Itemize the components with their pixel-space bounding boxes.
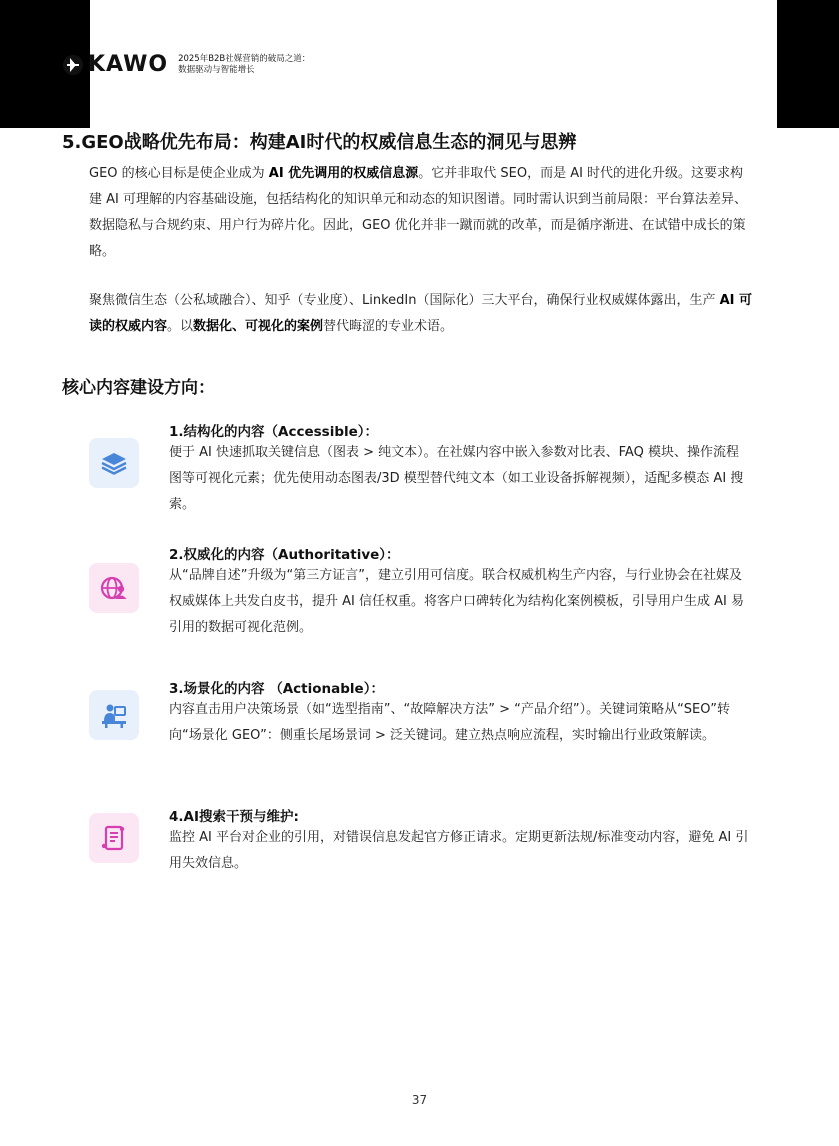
global-user-icon xyxy=(89,563,139,613)
section-title: 5.GEO战略优先布局：构建AI时代的权威信息生态的洞见与思辨 xyxy=(62,132,577,153)
item-body: 监控 AI 平台对企业的引用，对错误信息发起官方修正请求。定期更新法规/标准变动内容，避免 AI 引用失效信息。 xyxy=(169,830,749,871)
layers-icon xyxy=(89,438,139,488)
report-subtitle xyxy=(178,54,310,76)
page-number: 37 xyxy=(411,1093,428,1107)
logo-text: KAWO xyxy=(88,52,169,77)
corner-block-right xyxy=(777,0,839,128)
workstation-icon xyxy=(89,690,139,740)
report-subtitle-line1: 2025年B2B社媒营销的破局之道： xyxy=(178,53,311,64)
intro-paragraph xyxy=(89,161,754,265)
kawo-logo xyxy=(62,52,168,77)
item-title: 1.结构化的内容（Accessible）： xyxy=(169,424,379,440)
platform-text-2: 。以 xyxy=(167,319,194,334)
item-body: 内容直击用户决策场景（如“选型指南”、“故障解决方法” > “产品介绍”）。关键词策略从“SEO”转向“场景化 GEO”：侧重长尾场景词 > 泛关键词。建立热点响应流程，实时输出行业政策解读。 xyxy=(169,702,731,743)
platform-bold-1: AI 可读的权威内容 xyxy=(89,293,753,334)
item-title: 4.AI搜索干预与维护: xyxy=(169,809,299,825)
platform-bold-2: 数据化、可视化的案例 xyxy=(193,319,324,334)
platform-text-3: 替代晦涩的专业术语。 xyxy=(323,319,454,334)
item-title: 2.权威化的内容（Authoritative）： xyxy=(169,547,400,563)
content-direction-heading: 核心内容建设方向： xyxy=(62,378,215,398)
platform-paragraph xyxy=(89,288,754,340)
intro-text-2: 。它并非取代 SEO，而是 AI 时代的进化升级。这要求构建 AI 可理解的内容基础设施，包括结构化的知识单元和动态的知识图谱。同时需认识到当前局限：平台算法差异、数据隐私与合规约束、用户行为碎片化。因此，GEO 优化并非一蹴而就的改革，而是循序渐进、在试错中成长的策略。 xyxy=(89,166,747,259)
intro-bold-1: AI 优先调用的权威信息源 xyxy=(268,166,419,181)
item-title: 3.场景化的内容 （Actionable）： xyxy=(169,681,384,697)
report-subtitle-line2: 数据驱动与智能增长 xyxy=(178,64,255,75)
item-body: 便于 AI 快速抓取关键信息（图表 > 纯文本）。在社媒内容中嵌入参数对比表、FAQ 模块、操作流程图等可视化元素；优先使用动态图表/3D 模型替代纯文本（如工业设备拆解视频），适配多模态 AI 搜索。 xyxy=(169,445,744,512)
item-body: 从“品牌自述”升级为“第三方证言”，建立引用可信度。联合权威机构生产内容，与行业协会在社媒及权威媒体上共发白皮书，提升 AI 信任权重。将客户口碑转化为结构化案例模板，引导用户生成 AI 易引用的数据可视化范例。 xyxy=(169,568,744,635)
kawo-logo-icon xyxy=(62,54,84,76)
document-ai-icon xyxy=(89,813,139,863)
intro-text-1: GEO 的核心目标是使企业成为 xyxy=(89,166,269,181)
platform-text-1: 聚焦微信生态（公私域融合）、知乎（专业度）、LinkedIn（国际化）三大平台，确保行业权威媒体露出，生产 xyxy=(89,293,720,308)
header-brand xyxy=(62,52,310,77)
